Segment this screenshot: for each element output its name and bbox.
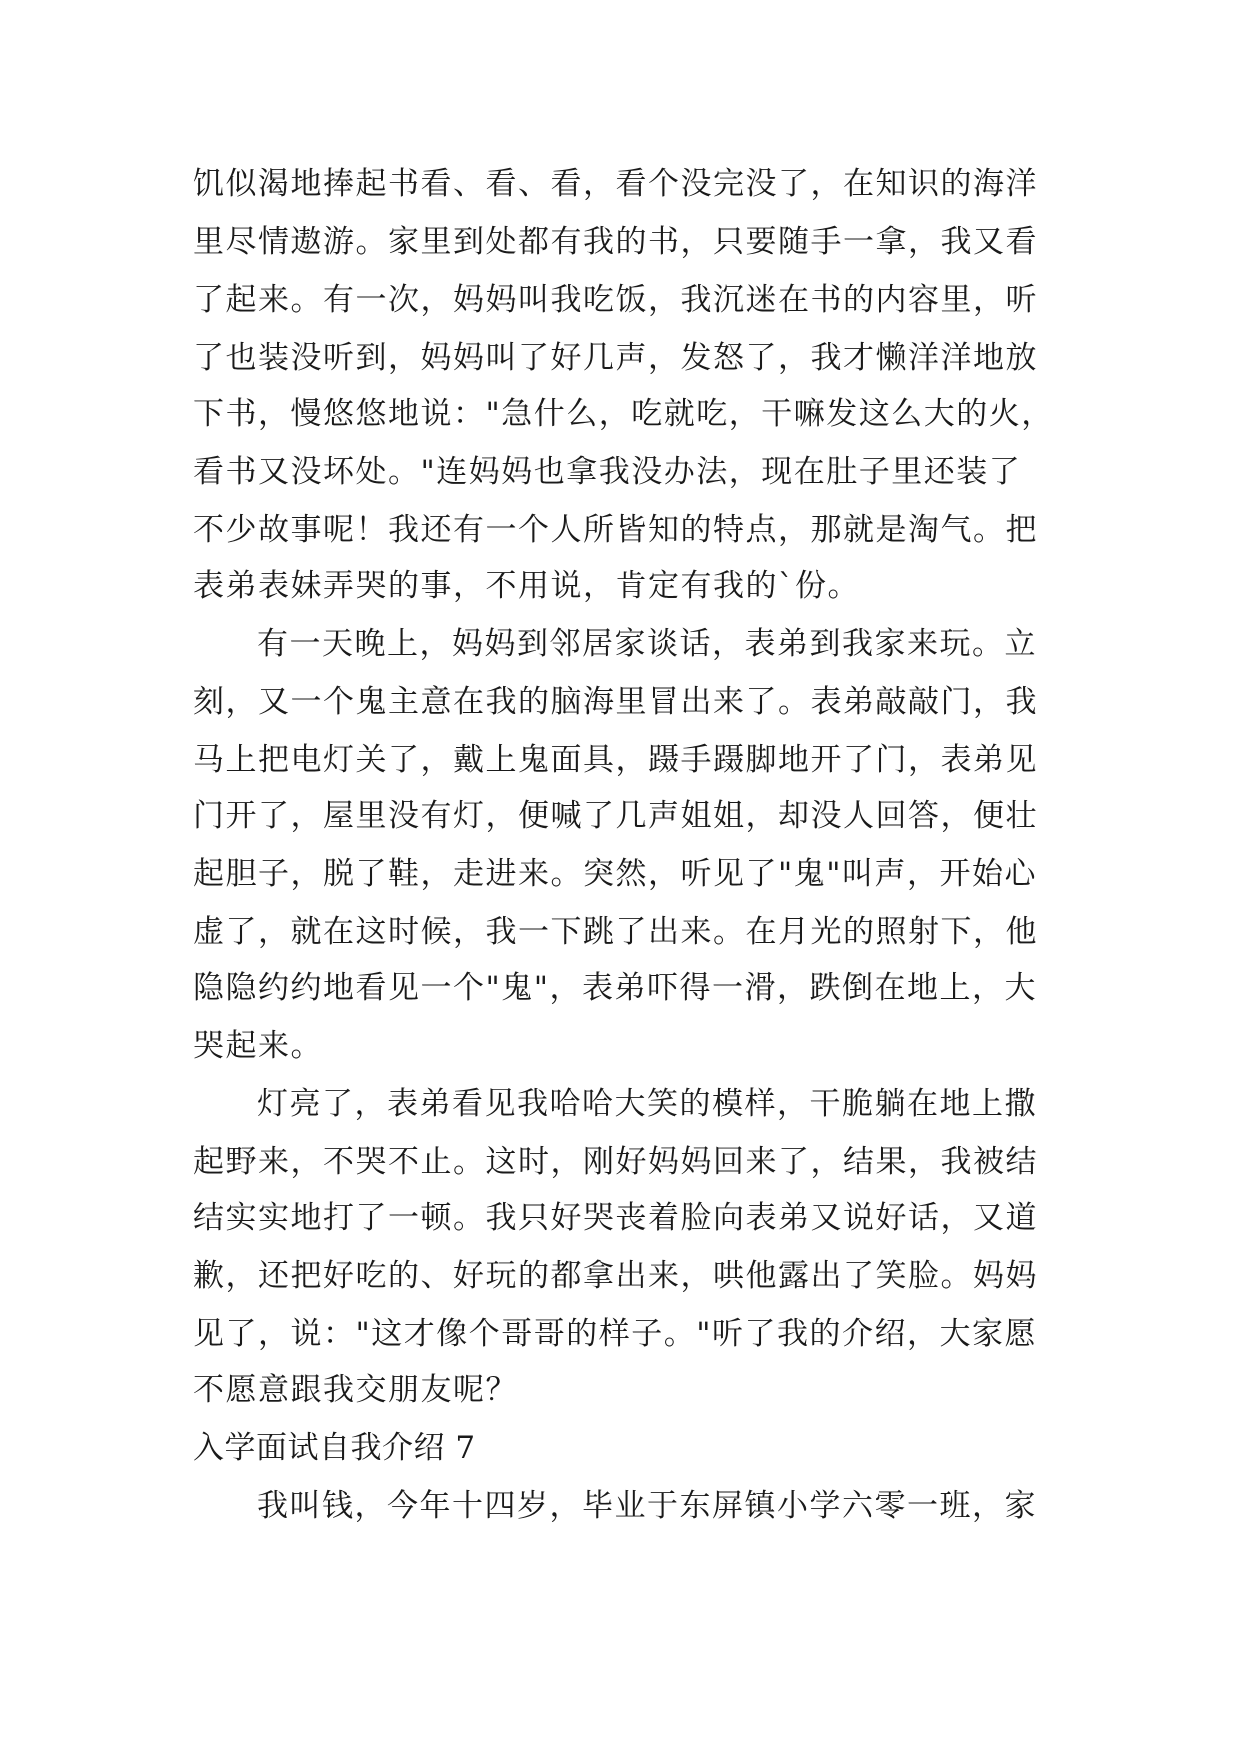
text-line: 看书又没坏处。"连妈妈也拿我没办法，现在肚子里还装了 — [193, 454, 1022, 490]
text-line: 下书，慢悠悠地说："急什么，吃就吃，干嘛发这么大的火， — [193, 396, 1054, 432]
text-line: 结实实地打了一顿。我只好哭丧着脸向表弟又说好话，又道 — [193, 1200, 1038, 1236]
text-line: 表弟表妹弄哭的事，不用说，肯定有我的`份。 — [193, 568, 860, 604]
text-line: 马上把电灯关了，戴上鬼面具，蹑手蹑脚地开了门，表弟见 — [193, 742, 1038, 778]
text-line: 不少故事呢！我还有一个人所皆知的特点，那就是淘气。把 — [193, 512, 1038, 548]
section-heading: 入学面试自我介绍 7 — [193, 1430, 476, 1466]
text-line: 歉，还把好吃的、好玩的都拿出来，哄他露出了笑脸。妈妈 — [193, 1258, 1038, 1294]
text-line: 里尽情遨游。家里到处都有我的书，只要随手一拿，我又看 — [193, 224, 1038, 260]
text-line: 了起来。有一次，妈妈叫我吃饭，我沉迷在书的内容里，听 — [193, 282, 1038, 318]
text-line: 不愿意跟我交朋友呢？ — [193, 1372, 518, 1408]
text-line: 见了，说："这才像个哥哥的样子。"听了我的介绍，大家愿 — [193, 1316, 1038, 1352]
text-line: 了也装没听到，妈妈叫了好几声，发怒了，我才懒洋洋地放 — [193, 340, 1038, 376]
text-line: 隐隐约约地看见一个"鬼"，表弟吓得一滑，跌倒在地上，大 — [193, 970, 1038, 1006]
paragraph-start-line: 灯亮了，表弟看见我哈哈大笑的模样，干脆躺在地上撒 — [257, 1086, 1037, 1122]
text-line: 门开了，屋里没有灯，便喊了几声姐姐，却没人回答，便壮 — [193, 798, 1038, 834]
text-line: 起野来，不哭不止。这时，刚好妈妈回来了，结果，我被结 — [193, 1144, 1038, 1180]
text-line: 起胆子，脱了鞋，走进来。突然，听见了"鬼"叫声，开始心 — [193, 856, 1038, 892]
text-line: 哭起来。 — [193, 1028, 323, 1064]
text-line: 饥似渴地捧起书看、看、看，看个没完没了，在知识的海洋 — [193, 166, 1038, 202]
text-line: 刻，又一个鬼主意在我的脑海里冒出来了。表弟敲敲门，我 — [193, 684, 1038, 720]
paragraph-start-line: 我叫钱，今年十四岁，毕业于东屏镇小学六零一班，家 — [257, 1488, 1037, 1524]
paragraph-start-line: 有一天晚上，妈妈到邻居家谈话，表弟到我家来玩。立 — [257, 626, 1037, 662]
text-line: 虚了，就在这时候，我一下跳了出来。在月光的照射下，他 — [193, 914, 1038, 950]
